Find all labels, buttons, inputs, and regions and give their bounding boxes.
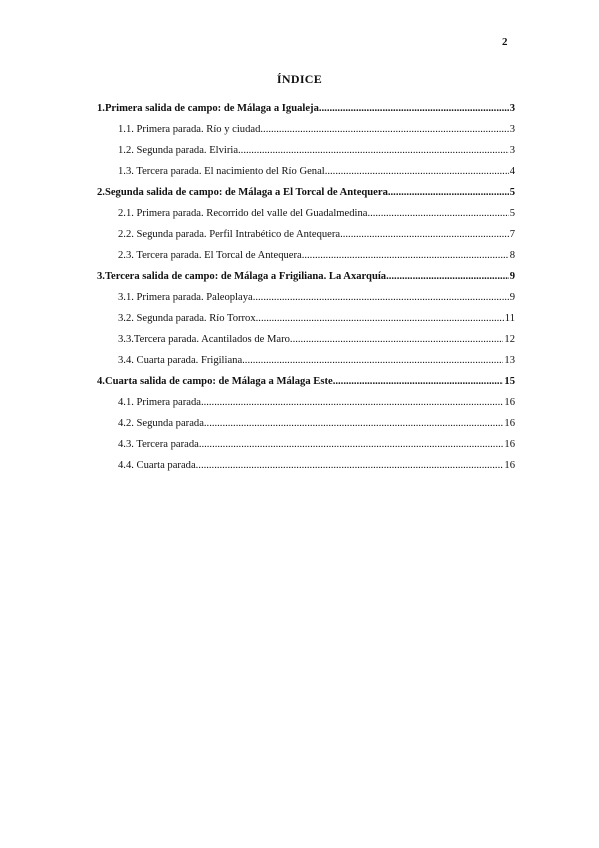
toc-entry-page: 9 [509,292,515,303]
toc-section-entry[interactable] [97,121,515,142]
toc-dot-leader [388,184,509,202]
toc-section-entry[interactable] [97,415,515,436]
toc-entry-label: Cuarta salida de campo: de Málaga a Málaga Este [104,376,333,387]
toc-dot-leader [204,415,504,433]
toc-chapter-entry[interactable] [97,373,515,394]
toc-dot-leader [386,268,509,286]
toc-section-entry[interactable] [97,289,515,310]
toc-entry-number: 3. [97,271,105,282]
toc-dot-leader [201,394,503,412]
toc-entry-page: 7 [509,229,515,240]
toc-entry-label: 2.3. Tercera parada. El Torcal de Antequera [118,250,302,261]
toc-entry-page: 16 [504,460,515,471]
toc-chapter-entry[interactable] [97,268,515,289]
table-of-contents [97,100,515,478]
toc-entry-page: 3 [509,124,515,135]
toc-entry-number: 1. [97,103,105,114]
toc-entry-label: 3.4. Cuarta parada. Frigiliana [118,355,243,366]
toc-entry-label: 2.1. Primera parada. Recorrido del valle del Guadalmedina [118,208,368,219]
toc-section-entry[interactable] [97,436,515,457]
toc-entry-page: 16 [504,418,515,429]
toc-dot-leader [260,121,508,139]
toc-entry-page: 13 [504,355,515,366]
toc-section-entry[interactable] [97,457,515,478]
toc-section-entry[interactable] [97,394,515,415]
toc-entry-number: 2. [97,187,105,198]
toc-dot-leader [199,436,504,454]
toc-chapter-entry[interactable] [97,184,515,205]
toc-entry-label: 1.1. Primera parada. Río y ciudad [118,124,261,135]
toc-entry-label: Segunda salida de campo: de Málaga a El Torcal de Antequera [104,187,388,198]
toc-section-entry[interactable] [97,205,515,226]
toc-section-entry[interactable] [97,142,515,163]
toc-section-entry[interactable] [97,247,515,268]
toc-section-entry[interactable] [97,226,515,247]
toc-dot-leader [290,331,503,349]
toc-entry-label: 3.2. Segunda parada. Río Torrox [118,313,256,324]
toc-entry-page: 11 [504,313,515,324]
toc-entry-label: Primera salida de campo: de Málaga a Igualeja [104,103,319,114]
toc-entry-page: 5 [509,187,515,198]
toc-entry-page: 8 [509,250,515,261]
toc-entry-page: 3 [509,103,515,114]
toc-entry-page: 4 [509,166,515,177]
page-number: 2 [502,36,508,48]
toc-dot-leader [340,226,509,244]
toc-dot-leader [302,247,509,265]
toc-dot-leader [367,205,508,223]
toc-entry-page: 16 [504,439,515,450]
toc-section-entry[interactable] [97,352,515,373]
toc-entry-page: 9 [509,271,515,282]
toc-dot-leader [325,163,509,181]
toc-dot-leader [238,142,509,160]
toc-entry-label: 4.4. Cuarta parada [118,460,196,471]
toc-entry-label: 4.3. Tercera parada [118,439,199,450]
toc-dot-leader [242,352,503,370]
toc-dot-leader [333,373,504,391]
toc-entry-label: 2.2. Segunda parada. Perfil Intrabético de Antequera [118,229,341,240]
toc-entry-label: 4.1. Primera parada [118,397,201,408]
toc-dot-leader [196,457,504,475]
toc-section-entry[interactable] [97,310,515,331]
toc-entry-label: 4.2. Segunda parada [118,418,204,429]
toc-entry-page: 16 [504,397,515,408]
toc-chapter-entry[interactable] [97,100,515,121]
toc-entry-page: 3 [509,145,515,156]
toc-entry-label: 3.3.Tercera parada. Acantilados de Maro [118,334,290,345]
toc-entry-label: Tercera salida de campo: de Málaga a Frigiliana. La Axarquía [104,271,387,282]
toc-entry-label: 3.1. Primera parada. Paleoplaya [118,292,253,303]
toc-entry-page: 15 [504,376,515,387]
toc-section-entry[interactable] [97,331,515,352]
toc-title: ÍNDICE [276,72,323,86]
toc-dot-leader [319,100,509,118]
toc-entry-page: 5 [509,208,515,219]
toc-entry-page: 12 [504,334,515,345]
toc-entry-number: 4. [97,376,105,387]
toc-dot-leader [256,310,504,328]
toc-dot-leader [253,289,509,307]
toc-section-entry[interactable] [97,163,515,184]
toc-entry-label: 1.2. Segunda parada. Elviria [118,145,239,156]
toc-entry-label: 1.3. Tercera parada. El nacimiento del Río Genal [118,166,325,177]
